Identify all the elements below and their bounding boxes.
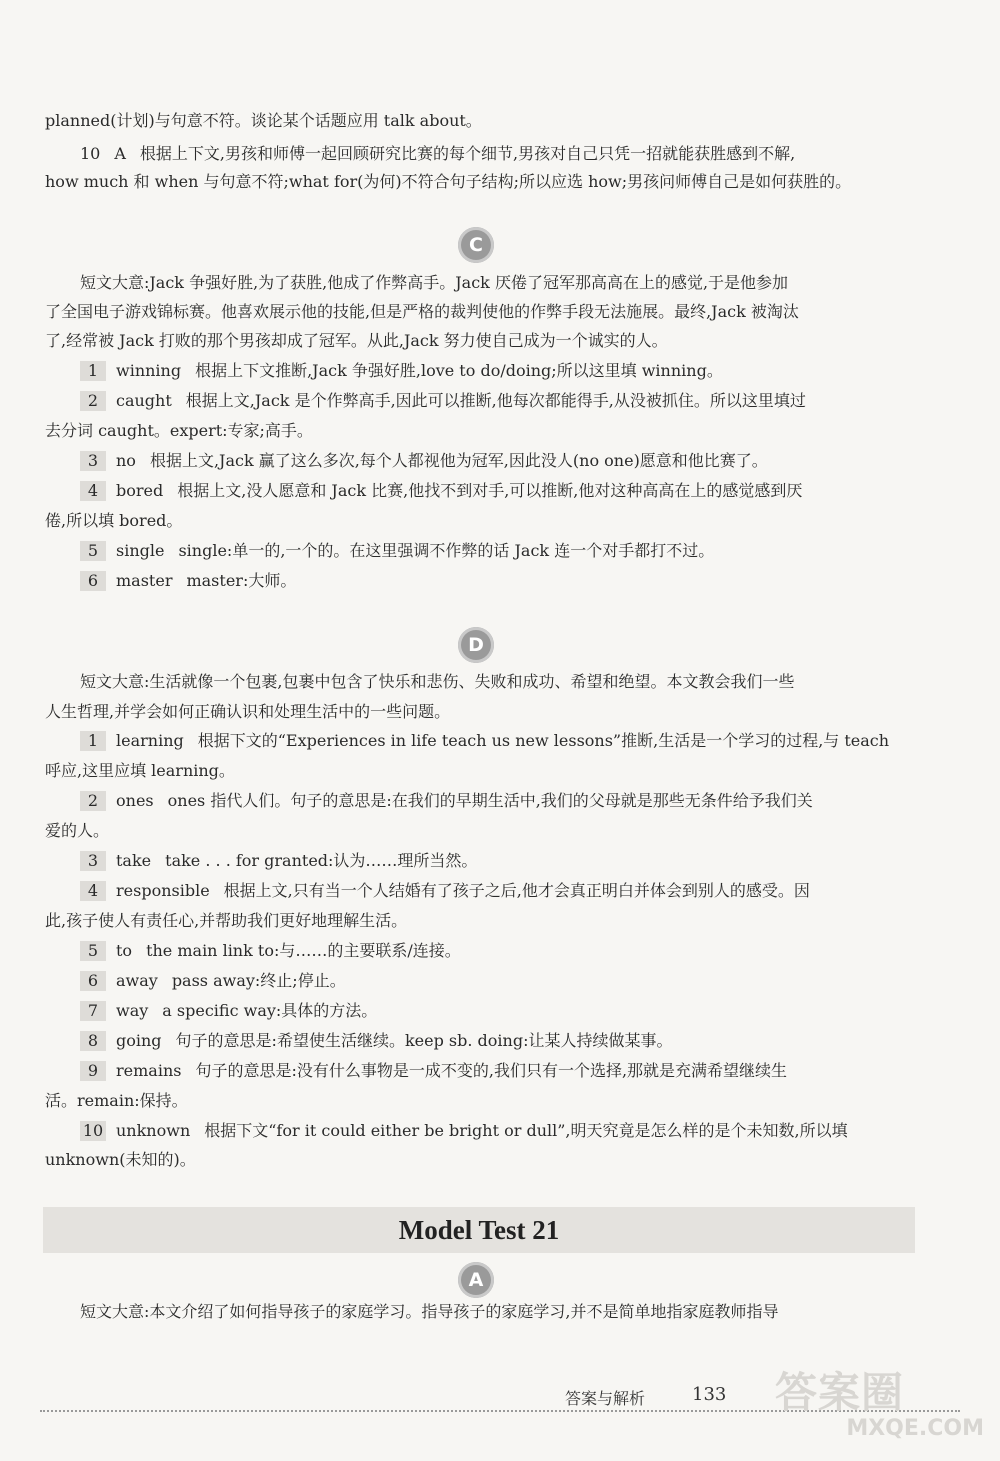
item-explanation: 根据上文,Jack 是个作弊高手,因此可以推断,他每次都能得手,从没被抓住。所以这里填过 bbox=[185, 391, 806, 410]
item-explanation: a specific way:具体的方法。 bbox=[162, 1001, 378, 1020]
answer-item bbox=[80, 144, 925, 164]
answer-item bbox=[80, 731, 925, 751]
item-number: 2 bbox=[80, 791, 106, 811]
item-number: 6 bbox=[80, 571, 106, 591]
item-answer: caught bbox=[116, 391, 172, 410]
page-number: 133 bbox=[692, 1384, 727, 1405]
item-number: 9 bbox=[80, 1061, 106, 1081]
item-number: 10 bbox=[80, 1121, 106, 1141]
item-explanation: 根据上文,Jack 赢了这么多次,每个人都视他为冠军,因此没人(no one)愿意和他比赛了。 bbox=[149, 451, 768, 470]
item-explanation: ones 指代人们。句子的意思是:在我们的早期生活中,我们的父母就是那些无条件给予我们关 bbox=[167, 791, 813, 810]
answer-item bbox=[80, 571, 925, 591]
answer-item bbox=[80, 361, 925, 381]
answer-item bbox=[80, 791, 925, 811]
answer-item bbox=[80, 881, 925, 901]
text-line: how much 和 when 与句意不符;what for(为何)不符合句子结构;所以应选 how;男孩问师傅自己是如何获胜的。 bbox=[45, 172, 852, 191]
item-explanation: 根据上下文,男孩和师傅一起回顾研究比赛的每个细节,男孩对自己只凭一招就能获胜感到不解, bbox=[139, 144, 796, 163]
item-explanation: single:单一的,一个的。在这里强调不作弊的话 Jack 连一个对手都打不过。 bbox=[178, 541, 715, 560]
item-number: 5 bbox=[80, 941, 106, 961]
summary-line: 了,经常被 Jack 打败的那个男孩却成了冠军。从此,Jack 努力使自己成为一个诚实的人。 bbox=[45, 331, 668, 350]
answer-item bbox=[80, 1001, 925, 1021]
item-answer: away bbox=[116, 971, 158, 990]
item-answer: responsible bbox=[116, 881, 210, 900]
item-answer: to bbox=[116, 941, 133, 960]
text-line: 倦,所以填 bored。 bbox=[45, 511, 183, 530]
text-line: 此,孩子使人有责任心,并帮助我们更好地理解生活。 bbox=[45, 911, 408, 930]
answer-item bbox=[80, 1031, 925, 1051]
item-answer: A bbox=[114, 144, 126, 163]
item-answer: ones bbox=[116, 791, 154, 810]
item-number: 3 bbox=[80, 451, 106, 471]
text-line: planned(计划)与句意不符。谈论某个话题应用 talk about。 bbox=[45, 111, 482, 130]
answer-item bbox=[80, 451, 925, 471]
item-number: 1 bbox=[80, 731, 106, 751]
item-explanation: 句子的意思是:没有什么事物是一成不变的,我们只有一个选择,那就是充满希望继续生 bbox=[195, 1061, 788, 1080]
item-number: 4 bbox=[80, 881, 106, 901]
item-explanation: 根据下文“for it could either be bright or dull”,明天究竟是怎么样的是个未知数,所以填 bbox=[204, 1121, 848, 1140]
watermark-text: 答案圈 bbox=[775, 1368, 905, 1417]
answer-item bbox=[80, 971, 925, 991]
item-answer: bored bbox=[116, 481, 164, 500]
item-explanation: the main link to:与……的主要联系/连接。 bbox=[146, 941, 461, 960]
item-answer: unknown bbox=[116, 1121, 191, 1140]
section-badge-a: A bbox=[458, 1262, 494, 1298]
text-line: 活。remain:保持。 bbox=[45, 1091, 188, 1110]
text-line: 爱的人。 bbox=[45, 821, 110, 840]
watermark-logo bbox=[775, 1370, 990, 1460]
text-line: 呼应,这里应填 learning。 bbox=[45, 761, 235, 780]
item-number: 8 bbox=[80, 1031, 106, 1051]
summary-line: 了全国电子游戏锦标赛。他喜欢展示他的技能,但是严格的裁判使他的作弊手段无法施展。最终,Jack 被淘汰 bbox=[45, 302, 799, 321]
answer-item bbox=[80, 851, 925, 871]
item-number: 2 bbox=[80, 391, 106, 411]
item-number: 6 bbox=[80, 971, 106, 991]
answer-item bbox=[80, 1061, 925, 1081]
footer-label: 答案与解析 bbox=[565, 1389, 646, 1408]
answer-item bbox=[80, 541, 925, 561]
item-answer: going bbox=[116, 1031, 162, 1050]
text-line: 去分词 caught。expert:专家;高手。 bbox=[45, 421, 313, 440]
item-answer: no bbox=[116, 451, 136, 470]
item-explanation: take . . . for granted:认为……理所当然。 bbox=[165, 851, 478, 870]
item-answer: learning bbox=[116, 731, 184, 750]
item-explanation: pass away:终止;停止。 bbox=[171, 971, 346, 990]
answer-item bbox=[80, 941, 925, 961]
answer-item bbox=[80, 481, 925, 501]
item-answer: winning bbox=[116, 361, 182, 380]
model-test-banner bbox=[43, 1207, 915, 1253]
answer-item bbox=[80, 391, 925, 411]
summary-line: 短文大意:本文介绍了如何指导孩子的家庭学习。指导孩子的家庭学习,并不是简单地指家庭教师指导 bbox=[80, 1302, 779, 1321]
section-badge-c: C bbox=[458, 227, 494, 263]
item-number: 1 bbox=[80, 361, 106, 381]
item-answer: take bbox=[116, 851, 152, 870]
summary-line: 短文大意:生活就像一个包裹,包裹中包含了快乐和悲伤、失败和成功、希望和绝望。本文教会我们一些 bbox=[80, 672, 795, 691]
item-number: 5 bbox=[80, 541, 106, 561]
section-badge-d: D bbox=[458, 627, 494, 663]
item-explanation: 根据下文的“Experiences in life teach us new lessons”推断,生活是一个学习的过程,与 teach bbox=[197, 731, 890, 750]
item-number: 7 bbox=[80, 1001, 106, 1021]
answer-item bbox=[80, 1121, 925, 1141]
summary-line: 短文大意:Jack 争强好胜,为了获胜,他成了作弊高手。Jack 厌倦了冠军那高高在上的感觉,于是他参加 bbox=[80, 273, 789, 292]
item-number: 10 bbox=[80, 144, 101, 163]
item-explanation: 句子的意思是:希望使生活继续。keep sb. doing:让某人持续做某事。 bbox=[175, 1031, 673, 1050]
item-answer: remains bbox=[116, 1061, 182, 1080]
item-explanation: 根据上文,没人愿意和 Jack 比赛,他找不到对手,可以推断,他对这种高高在上的感觉感到厌 bbox=[177, 481, 803, 500]
item-number: 4 bbox=[80, 481, 106, 501]
item-explanation: 根据上文,只有当一个人结婚有了孩子之后,他才会真正明白并体会到别人的感受。因 bbox=[223, 881, 810, 900]
text-line: unknown(未知的)。 bbox=[45, 1150, 196, 1169]
item-answer: way bbox=[116, 1001, 149, 1020]
summary-line: 人生哲理,并学会如何正确认识和处理生活中的一些问题。 bbox=[45, 702, 451, 721]
item-explanation: 根据上下文推断,Jack 争强好胜,love to do/doing;所以这里填 winning。 bbox=[195, 361, 723, 380]
item-answer: single bbox=[116, 541, 165, 560]
item-explanation: master:大师。 bbox=[186, 571, 297, 590]
item-number: 3 bbox=[80, 851, 106, 871]
watermark-url: MXQE.COM bbox=[846, 1416, 984, 1441]
item-answer: master bbox=[116, 571, 173, 590]
model-test-title: Model Test 21 bbox=[398, 1215, 560, 1245]
